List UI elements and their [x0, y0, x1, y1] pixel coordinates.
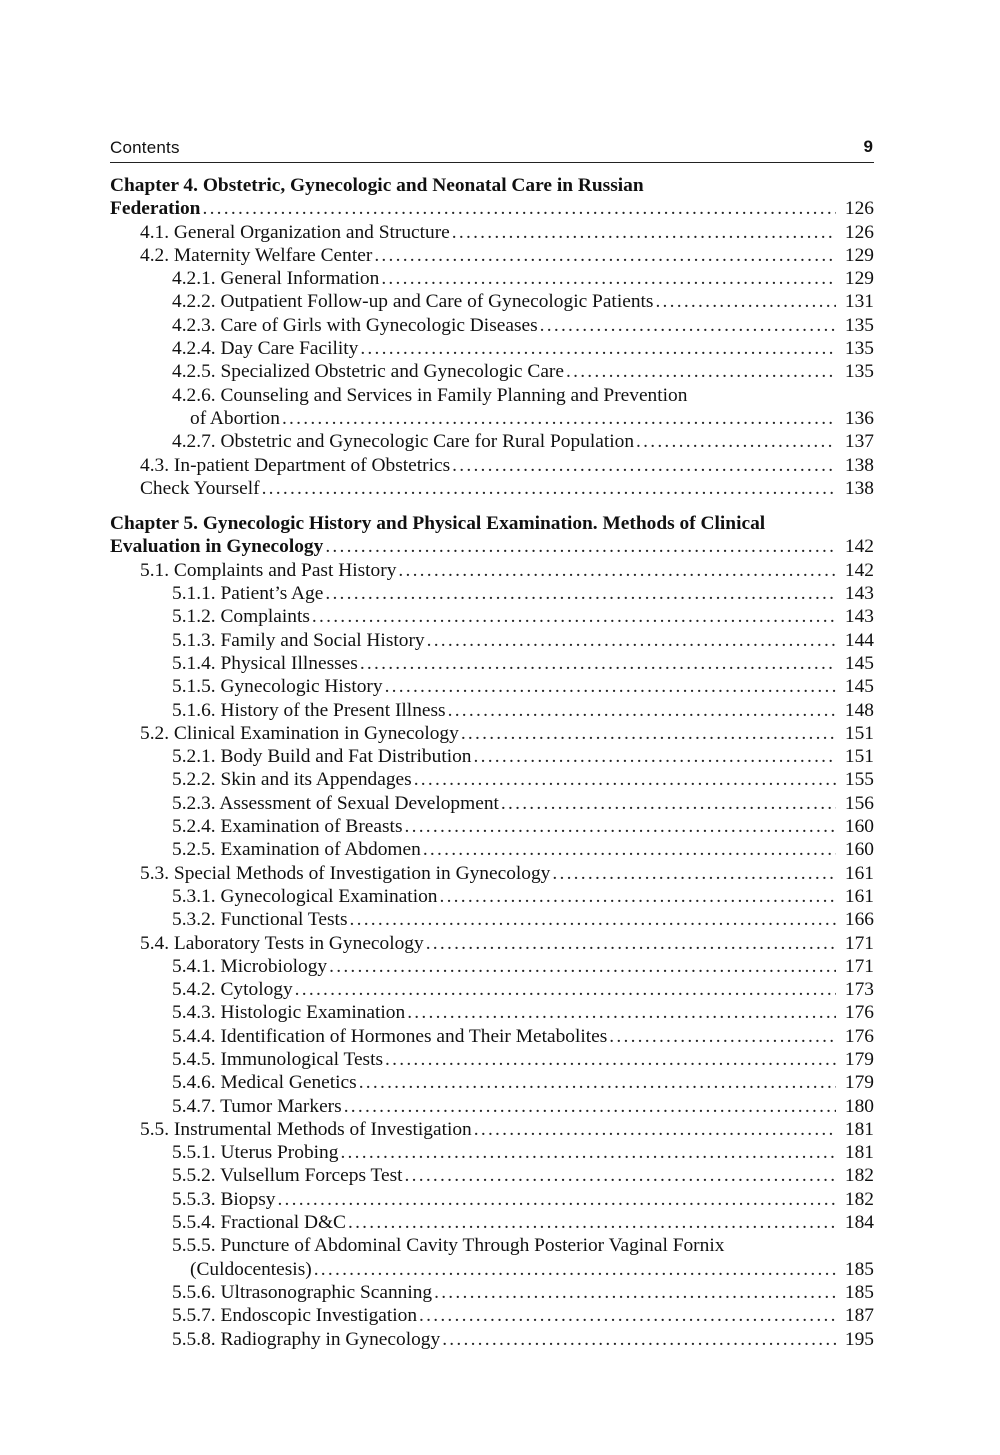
entry-title: 5.2.4. Examination of Breasts [172, 816, 403, 838]
page-number: 181 [844, 1142, 874, 1164]
toc-entry[interactable] [110, 430, 874, 453]
page-number: 161 [844, 862, 874, 884]
entry-title: 4.1. General Organization and Structure [140, 221, 450, 243]
table-of-contents [110, 174, 874, 1363]
entry-title: 5.2.1. Body Build and Fat Distribution [172, 746, 472, 768]
dot-leader [452, 454, 836, 477]
dot-leader [448, 699, 836, 722]
dot-leader [452, 221, 836, 244]
dot-leader [202, 197, 836, 220]
toc-entry[interactable] [110, 768, 874, 791]
toc-entry[interactable] [110, 605, 874, 628]
toc-entry[interactable] [110, 337, 874, 360]
entry-title: 5.5.1. Uterus Probing [172, 1142, 339, 1164]
dot-leader [360, 337, 836, 360]
entry-title: 5.4.3. Histologic Examination [172, 1002, 406, 1024]
page-number: 179 [844, 1072, 874, 1094]
dot-leader [277, 1188, 836, 1211]
page-number: 135 [844, 361, 874, 383]
entry-title: 4.2.7. Obstetric and Gynecologic Care for Rural Population [172, 431, 635, 453]
entry-title: 5.2.5. Examination of Abdomen [172, 839, 421, 861]
toc-entry[interactable] [110, 792, 874, 815]
toc-entry[interactable] [110, 675, 874, 698]
entry-title: 5.1.4. Physical Illnesses [172, 652, 358, 674]
toc-entry[interactable] [110, 652, 874, 675]
page-number: 160 [844, 839, 874, 861]
entry-title: 5.1. Complaints and Past History [140, 559, 397, 581]
entry-title: 5.2. Clinical Examination in Gynecology [140, 722, 459, 744]
entry-title: 5.4.7. Tumor Markers [172, 1095, 342, 1117]
page-number: 184 [844, 1212, 874, 1234]
dot-leader [434, 1281, 836, 1304]
dot-leader [398, 559, 836, 582]
chapter-4 [110, 174, 874, 500]
dot-leader [405, 1164, 836, 1187]
chapter-5 [110, 512, 874, 1351]
page-number: 176 [844, 1025, 874, 1047]
dot-leader [423, 838, 836, 861]
page-number: 155 [844, 769, 874, 791]
entry-title: 5.5.2. Vulsellum Forceps Test [172, 1165, 403, 1187]
dot-leader [360, 652, 836, 675]
toc-entry[interactable] [110, 745, 874, 768]
dot-leader [359, 1071, 836, 1094]
entry-title: 5.4.2. Cytology [172, 979, 293, 1001]
toc-entry[interactable] [110, 1001, 874, 1024]
page-number: 161 [844, 885, 874, 907]
entry-title: 5.4. Laboratory Tests in Gynecology [140, 932, 424, 954]
dot-leader [636, 430, 836, 453]
toc-entry[interactable] [110, 290, 874, 313]
toc-entry[interactable] [110, 1188, 874, 1211]
toc-entry[interactable] [110, 559, 874, 582]
page-number: 151 [844, 746, 874, 768]
page-number: 143 [844, 606, 874, 628]
toc-entry[interactable] [110, 838, 874, 861]
dot-leader [407, 1001, 836, 1024]
toc-entry[interactable] [110, 477, 874, 500]
dot-leader [566, 360, 836, 383]
page-number: 126 [844, 221, 874, 243]
dot-leader [439, 885, 836, 908]
page-number: 129 [844, 244, 874, 266]
page-number: 135 [844, 338, 874, 360]
toc-entry[interactable] [110, 1095, 874, 1118]
dot-leader [295, 978, 836, 1001]
page-number: 195 [844, 1328, 874, 1350]
dot-leader [312, 605, 836, 628]
dot-leader [385, 1048, 836, 1071]
entry-title: 5.3.1. Gynecological Examination [172, 885, 438, 907]
entry-title: 5.1.2. Complaints [172, 606, 310, 628]
toc-entry[interactable] [110, 978, 874, 1001]
toc-entry[interactable] [110, 244, 874, 267]
dot-leader [405, 815, 837, 838]
entry-title: 5.2.2. Skin and its Appendages [172, 769, 412, 791]
entry-title: 5.5.3. Biopsy [172, 1188, 276, 1210]
entry-title: 5.5.8. Radiography in Gynecology [172, 1328, 441, 1350]
chapter-heading-line [110, 174, 874, 197]
page-number: 145 [844, 676, 874, 698]
toc-entry[interactable] [110, 699, 874, 722]
entry-title: 4.2.2. Outpatient Follow-up and Care of Gynecologic Patients [172, 291, 654, 313]
page-number: 179 [844, 1048, 874, 1070]
toc-entry[interactable] [110, 1164, 874, 1187]
dot-leader [609, 1025, 836, 1048]
entry-title: 4.2. Maternity Welfare Center [140, 244, 373, 266]
page-number: 156 [844, 792, 874, 814]
page-number: 148 [844, 699, 874, 721]
page-number: 166 [844, 909, 874, 931]
page-number: 171 [844, 955, 874, 977]
toc-entry[interactable] [110, 360, 874, 383]
page-number: 135 [844, 314, 874, 336]
toc-entry[interactable] [110, 314, 874, 337]
toc-entry[interactable] [110, 955, 874, 978]
toc-entry[interactable] [110, 722, 874, 745]
page-number: 173 [844, 979, 874, 1001]
dot-leader [340, 1141, 836, 1164]
page-number: 176 [844, 1002, 874, 1024]
dot-leader [262, 477, 836, 500]
page-number: 142 [844, 536, 874, 558]
entry-title: 5.1.1. Patient’s Age [172, 583, 324, 605]
dot-leader [442, 1328, 836, 1351]
entry-title: 4.2.6. Counseling and Services in Family Planning and Prevention [172, 384, 688, 406]
page-number: 126 [844, 198, 874, 220]
dot-leader [501, 792, 836, 815]
dot-leader [374, 244, 836, 267]
entry-title: 5.1.5. Gynecologic History [172, 676, 383, 698]
page-number: 187 [844, 1305, 874, 1327]
toc-entry[interactable] [110, 1211, 874, 1234]
entry-title: 5.5.7. Endoscopic Investigation [172, 1305, 418, 1327]
entry-title: 5.5.4. Fractional D&C [172, 1212, 346, 1234]
toc-entry[interactable] [110, 1071, 874, 1094]
toc-entry[interactable] [110, 1281, 874, 1304]
page-number: 185 [844, 1281, 874, 1303]
dot-leader [414, 768, 836, 791]
dot-leader [381, 267, 836, 290]
dot-leader [474, 745, 837, 768]
toc-entry-first-line[interactable] [110, 1234, 874, 1257]
page-number: 182 [844, 1165, 874, 1187]
dot-leader [325, 582, 836, 605]
dot-leader [552, 862, 836, 885]
toc-entry[interactable] [110, 1258, 874, 1281]
toc-entry[interactable] [110, 885, 874, 908]
dot-leader [314, 1258, 836, 1281]
page-number: 142 [844, 559, 874, 581]
dot-leader [282, 407, 836, 430]
toc-entry[interactable] [110, 407, 874, 430]
toc-entry[interactable] [110, 582, 874, 605]
entry-title: 4.2.4. Day Care Facility [172, 338, 359, 360]
dot-leader [461, 722, 836, 745]
running-head-page-number: 9 [863, 137, 873, 156]
toc-entry[interactable] [110, 1141, 874, 1164]
page-number: 144 [844, 629, 874, 651]
page-number: 180 [844, 1095, 874, 1117]
dot-leader [325, 535, 836, 558]
toc-entry[interactable] [110, 454, 874, 477]
toc-entry[interactable] [110, 267, 874, 290]
page-number: 138 [844, 477, 874, 499]
entry-title: 5.1.6. History of the Present Illness [172, 699, 446, 721]
toc-entry[interactable] [110, 221, 874, 244]
entry-title-continued: of Abortion [190, 407, 280, 429]
chapter-heading-text: Chapter 5. Gynecologic History and Physical Examination. Methods of Clinical [110, 513, 766, 535]
entry-title: 5.4.4. Identification of Hormones and Their Metabolites [172, 1025, 608, 1047]
page-number: 181 [844, 1118, 874, 1140]
entry-title: 4.2.3. Care of Girls with Gynecologic Diseases [172, 314, 538, 336]
toc-entry[interactable] [110, 1048, 874, 1071]
page-number: 185 [844, 1258, 874, 1280]
page-number: 182 [844, 1188, 874, 1210]
page-number: 160 [844, 816, 874, 838]
entry-title: 5.2.3. Assessment of Sexual Development [172, 792, 499, 814]
page-number: 143 [844, 583, 874, 605]
page-number: 137 [844, 431, 874, 453]
entry-title: 4.2.5. Specialized Obstetric and Gynecologic Care [172, 361, 564, 383]
toc-entry[interactable] [110, 197, 874, 220]
entry-title: 5.4.1. Microbiology [172, 955, 328, 977]
entry-title: 5.5.6. Ultrasonographic Scanning [172, 1281, 433, 1303]
entry-title: 4.2.1. General Information [172, 268, 380, 290]
toc-entry[interactable] [110, 1118, 874, 1141]
dot-leader [655, 290, 836, 313]
dot-leader [385, 675, 836, 698]
toc-entry[interactable] [110, 862, 874, 885]
page-number: 138 [844, 454, 874, 476]
page-number: 136 [844, 407, 874, 429]
entry-title: 5.1.3. Family and Social History [172, 629, 425, 651]
entry-title: 5.4.6. Medical Genetics [172, 1072, 357, 1094]
page-number: 131 [844, 291, 874, 313]
dot-leader [329, 955, 836, 978]
dot-leader [427, 629, 836, 652]
entry-title: 4.3. In-patient Department of Obstetrics [140, 454, 451, 476]
dot-leader [348, 1211, 836, 1234]
page-header [110, 138, 874, 163]
toc-entry[interactable] [110, 1025, 874, 1048]
entry-title: 5.3.2. Functional Tests [172, 909, 348, 931]
dot-leader [474, 1118, 836, 1141]
chapter-heading-text: Federation [110, 198, 201, 220]
dot-leader [540, 314, 836, 337]
entry-title: 5.5.5. Puncture of Abdominal Cavity Through Posterior Vaginal Fornix [172, 1235, 725, 1257]
dot-leader [344, 1095, 836, 1118]
toc-entry[interactable] [110, 1328, 874, 1351]
page-number: 151 [844, 722, 874, 744]
toc-entry[interactable] [110, 908, 874, 931]
dot-leader [350, 908, 837, 931]
page-number: 145 [844, 652, 874, 674]
toc-entry[interactable] [110, 815, 874, 838]
toc-entry[interactable] [110, 932, 874, 955]
entry-title: Check Yourself [140, 477, 260, 499]
entry-title: 5.5. Instrumental Methods of Investigation [140, 1118, 472, 1140]
entry-title: 5.4.5. Immunological Tests [172, 1048, 384, 1070]
chapter-heading-text: Evaluation in Gynecology [110, 536, 324, 558]
toc-entry-first-line[interactable] [110, 384, 874, 407]
chapter-heading-text: Chapter 4. Obstetric, Gynecologic and Neonatal Care in Russian [110, 175, 644, 196]
dot-leader [419, 1304, 836, 1327]
page-number: 171 [844, 932, 874, 954]
running-head-title: Contents [110, 138, 180, 157]
entry-title-continued: (Culdocentesis) [190, 1258, 312, 1280]
page-number: 129 [844, 268, 874, 290]
dot-leader [426, 932, 836, 955]
chapter-heading-line [110, 512, 874, 535]
toc-entry[interactable] [110, 629, 874, 652]
toc-entry[interactable] [110, 535, 874, 558]
entry-title: 5.3. Special Methods of Investigation in Gynecology [140, 862, 551, 884]
toc-entry[interactable] [110, 1304, 874, 1327]
